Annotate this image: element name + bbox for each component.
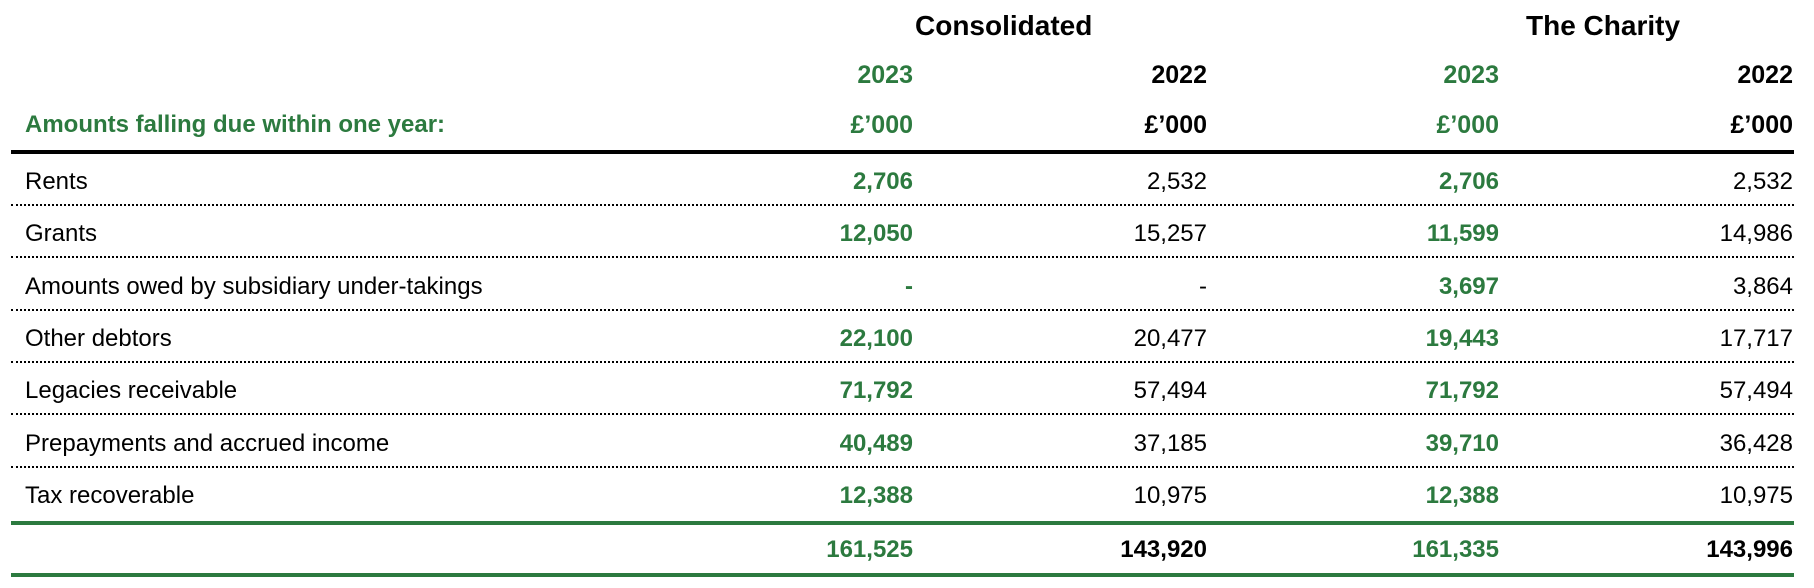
- row-value-charity-2022: 17,717: [1719, 325, 1793, 352]
- total-consolidated-2023: 161,525: [826, 536, 913, 563]
- row-label: Legacies receivable: [25, 377, 238, 404]
- row-value-charity-2023: 11,599: [1426, 220, 1499, 247]
- row-value-consolidated-2022: -: [1199, 273, 1207, 300]
- year-header-consolidated-2022: 2022: [1151, 61, 1207, 89]
- total-charity-2022: 143,996: [1706, 536, 1793, 563]
- row-value-consolidated-2023: 71,792: [839, 377, 913, 404]
- row-value-consolidated-2022: 20,477: [1133, 325, 1207, 352]
- row-label: Grants: [25, 220, 98, 247]
- row-value-charity-2022: 10,975: [1719, 482, 1793, 509]
- row-value-consolidated-2023: 12,050: [839, 220, 913, 247]
- consolidated-heading: Consolidated: [915, 10, 1093, 41]
- year-header-consolidated-2023: 2023: [857, 61, 913, 89]
- row-value-consolidated-2022: 57,494: [1133, 377, 1207, 404]
- row-value-charity-2023: 19,443: [1425, 325, 1499, 352]
- row-value-consolidated-2023: 22,100: [839, 325, 913, 352]
- unit-header-charity-2022: £’000: [1730, 111, 1793, 139]
- total-consolidated-2022: 143,920: [1120, 536, 1207, 563]
- row-value-consolidated-2022: 15,257: [1133, 220, 1207, 247]
- unit-header-consolidated-2022: £’000: [1144, 111, 1207, 139]
- header-rule: [11, 150, 1794, 154]
- row-value-charity-2023: 2,706: [1438, 168, 1499, 195]
- year-header-charity-2022: 2022: [1737, 61, 1793, 89]
- row-value-consolidated-2023: -: [905, 273, 913, 300]
- total-top-rule: [11, 521, 1794, 525]
- row-label: Amounts owed by subsidiary under-takings: [25, 273, 483, 300]
- unit-header-charity-2023: £’000: [1436, 111, 1499, 139]
- row-value-consolidated-2023: 2,706: [852, 168, 913, 195]
- table-row: [11, 261, 1794, 311]
- row-value-charity-2023: 12,388: [1425, 482, 1499, 509]
- row-label: Tax recoverable: [25, 482, 195, 509]
- row-value-charity-2023: 39,710: [1425, 430, 1499, 457]
- row-value-consolidated-2022: 37,185: [1133, 430, 1207, 457]
- total-bottom-rule: [11, 573, 1794, 577]
- row-value-consolidated-2023: 40,489: [839, 430, 913, 457]
- unit-header-consolidated-2023: £’000: [850, 111, 913, 139]
- total-row: [11, 528, 1794, 572]
- year-header-charity-2023: 2023: [1443, 61, 1499, 89]
- charity-heading: The Charity: [1526, 10, 1681, 41]
- row-value-charity-2022: 14,986: [1719, 220, 1793, 247]
- table-row: [11, 313, 1794, 363]
- row-value-consolidated-2023: 12,388: [839, 482, 913, 509]
- row-label: Other debtors: [25, 325, 172, 352]
- row-value-charity-2022: 57,494: [1719, 377, 1793, 404]
- row-label: Rents: [25, 168, 88, 195]
- row-value-charity-2022: 3,864: [1732, 273, 1793, 300]
- row-value-charity-2023: 71,792: [1425, 377, 1499, 404]
- table-row: [11, 418, 1794, 468]
- table-row: [11, 156, 1794, 206]
- section-label: Amounts falling due within one year:: [25, 111, 446, 138]
- row-value-charity-2023: 3,697: [1438, 273, 1499, 300]
- table-row: [11, 470, 1794, 520]
- row-value-consolidated-2022: 2,532: [1146, 168, 1207, 195]
- row-value-charity-2022: 36,428: [1719, 430, 1793, 457]
- table-row: [11, 365, 1794, 415]
- row-value-consolidated-2022: 10,975: [1133, 482, 1207, 509]
- row-value-charity-2022: 2,532: [1732, 168, 1793, 195]
- total-charity-2023: 161,335: [1412, 536, 1499, 563]
- row-label: Prepayments and accrued income: [25, 430, 390, 457]
- table-row: [11, 208, 1794, 258]
